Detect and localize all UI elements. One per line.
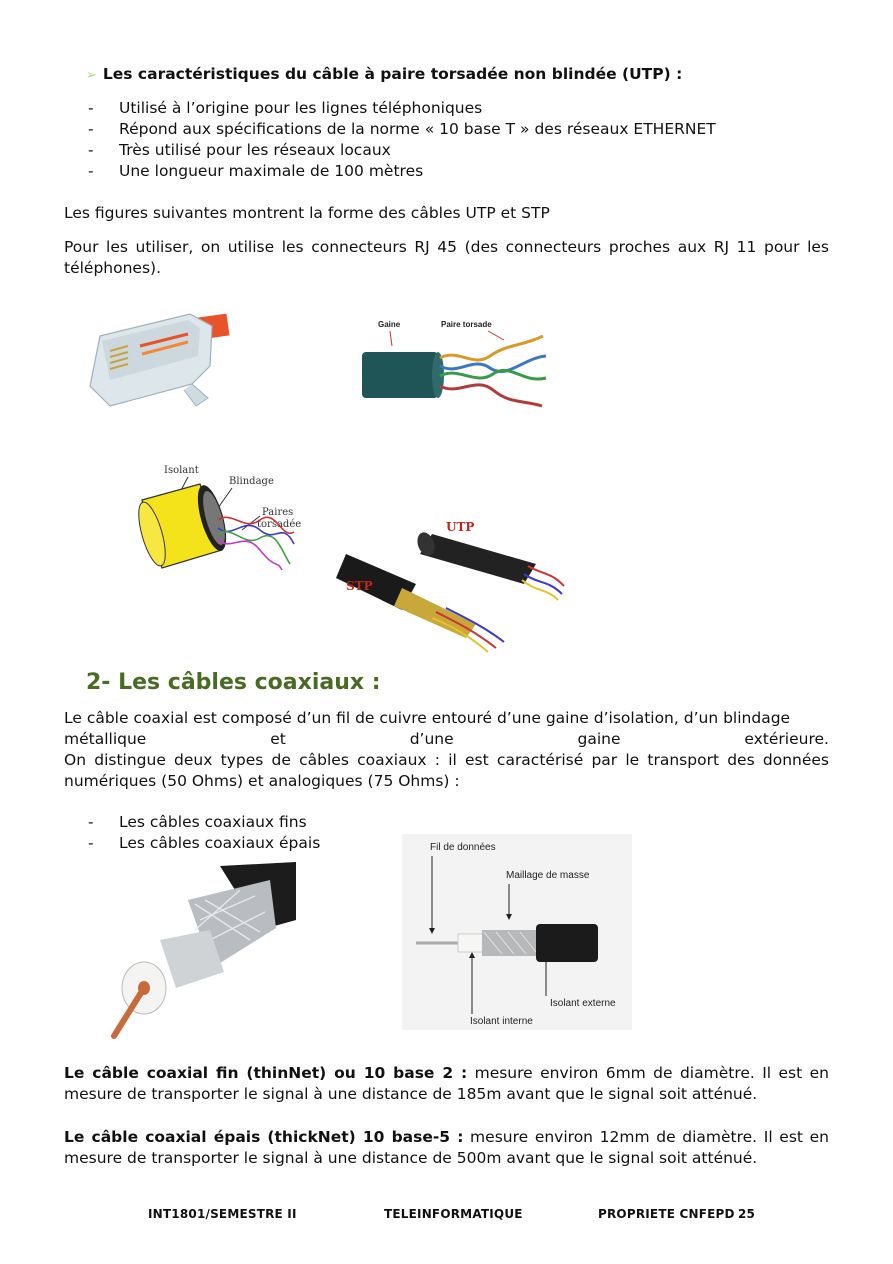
svg-text:STP: STP [346, 579, 373, 593]
coax-labeled-diagram [402, 834, 632, 1030]
list-item: - Très utilisé pour les réseaux locaux [88, 141, 391, 159]
coax-intro-line: Le câble coaxial est composé d’un fil de cuivre entouré d’une gaine d’isolation, d’un blindage [64, 709, 791, 727]
twisted-pair-cable-image [358, 314, 553, 434]
coax-cable-photo [100, 860, 296, 1042]
rj45-connector-image [80, 306, 230, 416]
svg-text:Paire torsade: Paire torsade [441, 320, 492, 329]
list-item: - Les câbles coaxiaux fins [88, 813, 307, 831]
utp-stp-comparison-image [336, 514, 568, 654]
stp-cable-image [132, 460, 312, 578]
thicknet-paragraph: Le câble coaxial épais (thickNet) 10 base-5 : mesure environ 12mm de diamètre. Il est en mesure de transporter le signal à une distance de 500m avant que le signal soit atténué. [64, 1128, 829, 1167]
svg-text:torsadée: torsadée [257, 519, 302, 530]
svg-text:Paires: Paires [262, 507, 294, 518]
thinnet-paragraph: Le câble coaxial fin (thinNet) ou 10 base 2 : mesure environ 6mm de diamètre. Il est en mesure de transporter le signal à une distance de 185m avant que le signal soit atténué. [64, 1064, 829, 1103]
page-number: 25 [738, 1207, 756, 1221]
list-item: - Une longueur maximale de 100 mètres [88, 162, 424, 180]
connectors-paragraph: Pour les utiliser, on utilise les connecteurs RJ 45 (des connecteurs proches aux RJ 11 pour les téléphones). [64, 238, 829, 277]
utp-characteristics-list [88, 98, 716, 182]
list-item: - Utilisé à l’origine pour les lignes téléphoniques [88, 99, 483, 117]
figures-intro-paragraph: Les figures suivantes montrent la forme des câbles UTP et STP [64, 204, 550, 222]
footer-owner: PROPRIETE CNFEPD [598, 1207, 735, 1221]
section-heading-coax: 2- Les câbles coaxiaux : [86, 670, 381, 695]
footer-course: INT1801/SEMESTRE II [148, 1207, 297, 1221]
svg-text:Blindage: Blindage [229, 476, 274, 487]
heading-text: Les caractéristiques du câble à paire torsadée non blindée (UTP) : [102, 65, 683, 83]
coax-types-paragraph: On distingue deux types de câbles coaxiaux : il est caractérisé par le transport des données numériques (50 Ohms) et analogiques (75 Ohms) : [64, 751, 829, 790]
svg-text:Isolant: Isolant [164, 465, 199, 476]
svg-text:Isolant externe: Isolant externe [550, 998, 616, 1009]
coax-intro-justified-line: métallique et d’une gaine extérieure. [64, 730, 829, 748]
coax-types-list [88, 812, 320, 854]
arrow-bullet-icon: ➢ [86, 68, 97, 83]
list-item: - Les câbles coaxiaux épais [88, 834, 321, 852]
svg-text:Gaine: Gaine [378, 320, 401, 329]
svg-text:UTP: UTP [446, 520, 475, 534]
svg-text:Isolant interne: Isolant interne [470, 1016, 533, 1027]
svg-text:Maillage de masse: Maillage de masse [506, 870, 590, 881]
svg-text:Fil de données: Fil de données [430, 842, 496, 853]
section-heading-utp [86, 64, 682, 86]
footer-subject: TELEINFORMATIQUE [384, 1207, 523, 1221]
list-item: - Répond aux spécifications de la norme « 10 base T » des réseaux ETHERNET [88, 120, 716, 138]
